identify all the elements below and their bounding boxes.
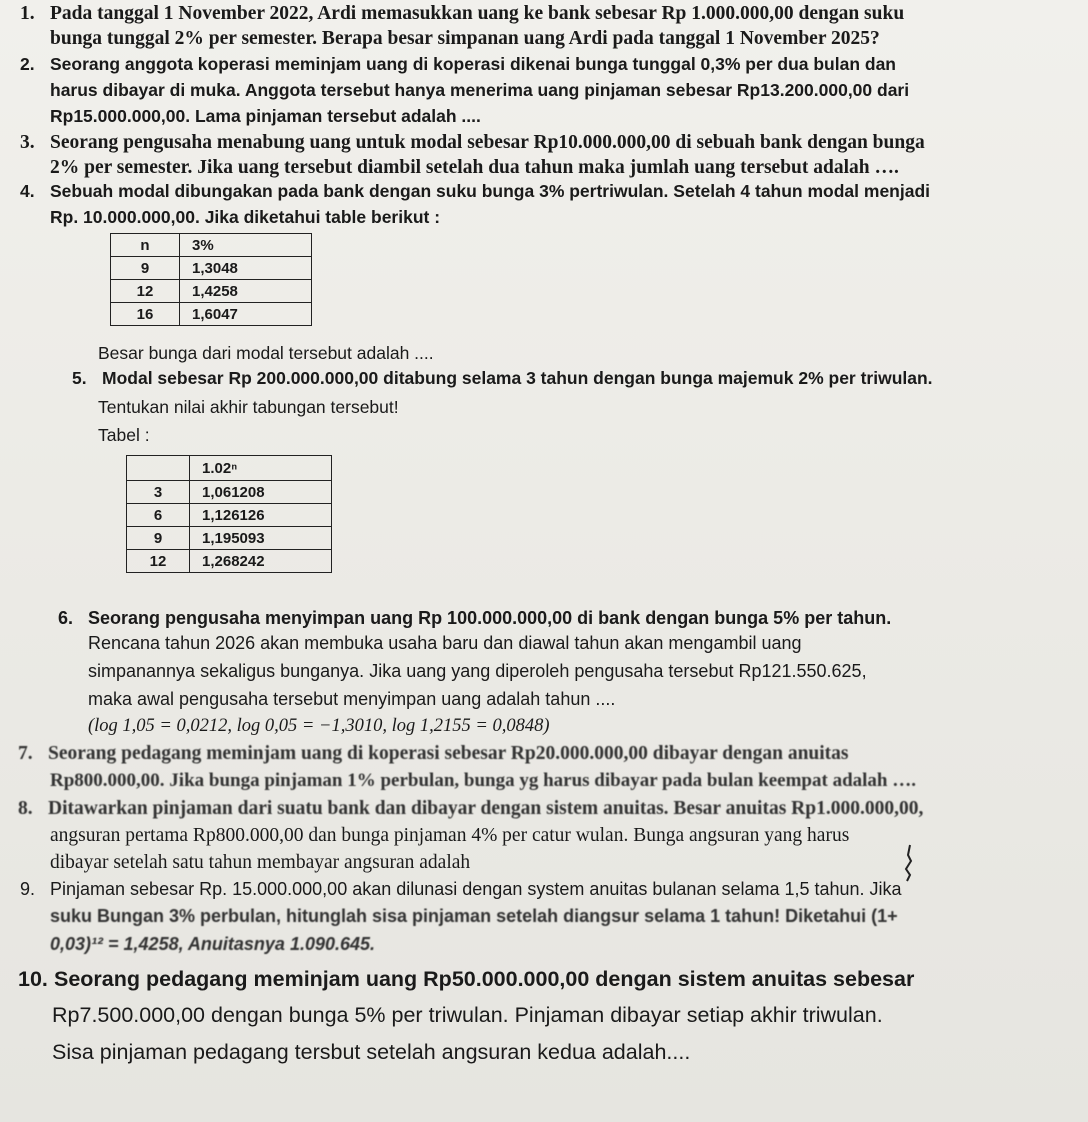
q9-text-1: Pinjaman sebesar Rp. 15.000.000,00 akan dilunasi dengan system anuitas bulanan selama 1,5 tahun. Jika: [50, 879, 902, 899]
q10-text-1: Seorang pedagang meminjam uang Rp50.000.000,00 dengan sistem anuitas sebesar: [54, 967, 915, 991]
table-cell: 1,126126: [190, 504, 332, 527]
q4-table-header: [111, 234, 312, 257]
table-row: [111, 303, 312, 326]
q6-line-3: simpanannya sekaligus bunganya. Jika uang yang diperoleh pengusaha tersebut Rp121.550.625,: [88, 661, 867, 681]
q5-line-3: Tabel :: [98, 425, 150, 445]
q6-number: 6.: [58, 608, 74, 628]
q2-text-1: Seorang anggota koperasi meminjam uang di koperasi dikenai bunga tunggal 0,3% per dua bulan dan: [50, 54, 896, 74]
q6-text-1: Seorang pengusaha menyimpan uang Rp 100.000.000,00 di bank dengan bunga 5% per tahun.: [88, 608, 892, 628]
q4-line-2: Rp. 10.000.000,00. Jika diketahui table berikut :: [50, 207, 441, 227]
q1-number: 1.: [20, 3, 35, 24]
table-cell: 1,4258: [180, 280, 312, 303]
q6-log-values: (log 1,05 = 0,0212, log 0,05 = −1,3010, log 1,2155 = 0,0848): [88, 716, 550, 736]
q5-number: 5.: [72, 368, 87, 388]
table-cell: 16: [111, 303, 180, 326]
table-cell: 1,3048: [180, 257, 312, 280]
table-cell: 1,195093: [190, 527, 332, 550]
q8-number: 8.: [18, 798, 33, 819]
q5-line-1: [72, 368, 933, 389]
q9-line-2: suku Bungan 3% perbulan, hitunglah sisa pinjaman setelah diangsur selama 1 tahun! Diketahui (1+: [50, 906, 898, 926]
q2-line-3: Rp15.000.000,00. Lama pinjaman tersebut adalah ....: [50, 106, 481, 126]
q10-number: 10.: [18, 967, 48, 991]
q6-line-1: [58, 608, 891, 630]
q5-line-2: Tentukan nilai akhir tabungan tersebut!: [98, 397, 399, 417]
q7-line-2: Rp800.000,00. Jika bunga pinjaman 1% perbulan, bunga yg harus dibayar pada bulan keempat adalah ….: [50, 770, 916, 791]
q9-line-1: [20, 879, 902, 901]
q3-text-1: Seorang pengusaha menabung uang untuk modal sebesar Rp10.000.000,00 di sebuah bank dengan bunga: [50, 132, 925, 153]
table-cell: 1,6047: [180, 303, 312, 326]
q5-table-header: [127, 456, 332, 481]
q5-text-1: Modal sebesar Rp 200.000.000,00 ditabung selama 3 tahun dengan bunga majemuk 2% per triwulan.: [102, 368, 933, 388]
table-cell: 6: [127, 504, 190, 527]
q8-line-2: angsuran pertama Rp800.000,00 dan bunga pinjaman 4% per catur wulan. Bunga angsuran yang harus: [50, 825, 850, 846]
q9-line-3: 0,03)¹² = 1,4258, Anuitasnya 1.090.645.: [50, 934, 376, 954]
table-row: [111, 257, 312, 280]
table-cell: 1,061208: [190, 481, 332, 504]
q6-line-4: maka awal pengusaha tersebut menyimpan uang adalah tahun ....: [88, 689, 616, 709]
q3-line-1: [20, 131, 925, 154]
q4-table: [110, 233, 312, 326]
q2-line-1: [20, 54, 896, 75]
q5-table-header-n: [127, 456, 190, 481]
q10-line-3: Sisa pinjaman pedagang tersbut setelah angsuran kedua adalah....: [52, 1040, 691, 1064]
table-cell: 9: [127, 527, 190, 550]
q10-line-2: Rp7.500.000,00 dengan bunga 5% per triwulan. Pinjaman dibayar setiap akhir triwulan.: [52, 1003, 883, 1027]
q2-number: 2.: [20, 54, 35, 74]
q8-line-1: [18, 797, 923, 820]
pen-mark-icon: [880, 843, 920, 883]
q9-number: 9.: [20, 879, 36, 899]
q4-line-1: [20, 181, 930, 202]
q1-line-2: bunga tunggal 2% per semester. Berapa besar simpanan uang Ardi pada tanggal 1 November 2025?: [50, 28, 880, 49]
q10-line-1: [18, 967, 914, 993]
q8-text-1: Ditawarkan pinjaman dari suatu bank dan dibayar dengan sistem anuitas. Besar anuitas Rp1.000.000,00,: [48, 798, 924, 819]
q4-after-text: Besar bunga dari modal tersebut adalah ....: [98, 343, 434, 363]
table-cell: 1,268242: [190, 550, 332, 573]
q4-table-header-n: n: [111, 234, 180, 257]
table-cell: 12: [111, 280, 180, 303]
q3-line-2: 2% per semester. Jika uang tersebut diambil setelah dua tahun maka jumlah uang tersebut adalah ….: [50, 157, 899, 178]
q1-text-1: Pada tanggal 1 November 2022, Ardi memasukkan uang ke bank sebesar Rp 1.000.000,00 dengan suku: [50, 3, 905, 24]
q7-text-1: Seorang pedagang meminjam uang di koperasi sebesar Rp20.000.000,00 dibayar dengan anuitas: [48, 743, 849, 764]
table-cell: 3: [127, 481, 190, 504]
table-cell: 9: [111, 257, 180, 280]
table-row: [127, 527, 332, 550]
q6-line-2: Rencana tahun 2026 akan membuka usaha baru dan diawal tahun akan mengambil uang: [88, 633, 802, 653]
q5-table-header-factor: 1.02ⁿ: [190, 456, 332, 481]
q7-line-1: [18, 742, 849, 765]
q3-number: 3.: [20, 132, 35, 153]
q4-text-1: Sebuah modal dibungakan pada bank dengan suku bunga 3% pertriwulan. Setelah 4 tahun modal menjadi: [50, 181, 931, 201]
table-row: [127, 504, 332, 527]
q4-table-header-rate: 3%: [180, 234, 312, 257]
q5-table: [126, 455, 332, 573]
table-row: [127, 481, 332, 504]
table-row: [111, 280, 312, 303]
q4-number: 4.: [20, 181, 35, 201]
q8-line-3: dibayar setelah satu tahun membayar angsuran adalah: [50, 852, 471, 873]
q7-number: 7.: [18, 743, 33, 764]
table-cell: 12: [127, 550, 190, 573]
q1-line-1: [20, 2, 904, 25]
table-row: [127, 550, 332, 573]
q2-line-2: harus dibayar di muka. Anggota tersebut hanya menerima uang pinjaman sebesar Rp13.200.000,00 dari: [50, 80, 910, 100]
